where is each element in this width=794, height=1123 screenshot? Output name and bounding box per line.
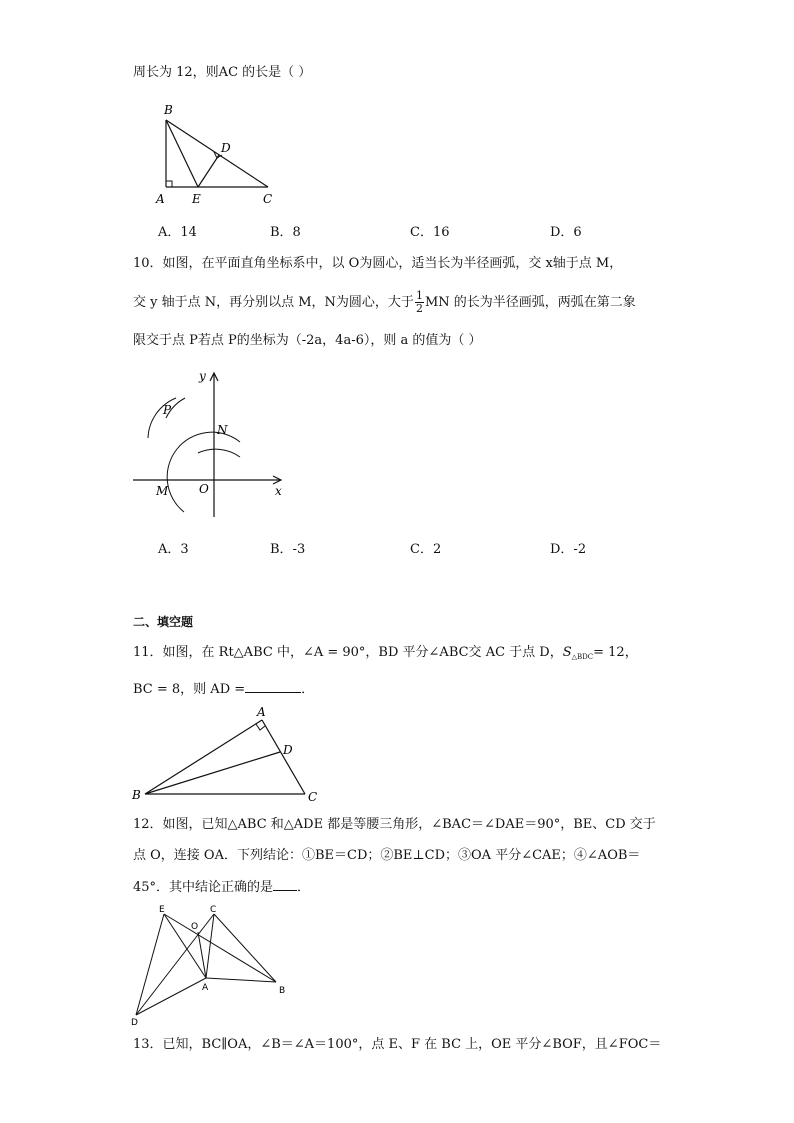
q9-label-a: A (156, 192, 165, 206)
q10-line-2: 交 y 轴于点 N，再分别以点 M，N为圆心，大于 $\frac{1}{2}$ MN 的长为半径画弧，两弧在第二象 (133, 289, 636, 315)
q9-option-d: D．6 (550, 225, 582, 240)
q13-line-1: 13．已知，BC∥OA，∠B＝∠A＝100°，点 E、F 在 BC 上，OE 平分∠BOF，且∠FOC＝ (133, 1037, 662, 1052)
q12-label-d: D (131, 1018, 138, 1028)
q11-area-symbol: $S_{\triangle BDC}$ (562, 645, 594, 661)
q12-line-3: 45°．其中结论正确的是 ． (133, 880, 311, 895)
q10-line-3: 限交于点 P若点 P的坐标为（-2a，4a-6），则 a 的值为（ ） (133, 333, 482, 348)
q10-label-n: N (217, 423, 228, 437)
q9-stem-tail: 周长为 12，则AC 的长是（ ） (133, 65, 312, 80)
q9-figure (150, 96, 290, 208)
q10-label-x: x (275, 484, 282, 498)
q12-figure (128, 902, 298, 1030)
q11-answer-blank (245, 680, 301, 693)
q12-label-a: A (202, 983, 209, 993)
q12-label-e: E (159, 905, 165, 915)
q11-label-a: A (257, 705, 266, 719)
q10-label-p: P (163, 403, 172, 417)
q10-label-o: O (199, 482, 209, 496)
q9-option-b: B．8 (270, 225, 301, 240)
q11-line-1: 11．如图，在 Rt△ABC 中，∠A = 90°，BD 平分∠ABC交 AC 于点 D，$S_{\triangle BDC}= 12$， (133, 645, 638, 661)
q12-label-o: O (191, 922, 199, 932)
q10-option-d: D．-2 (550, 542, 587, 557)
q9-label-c: C (263, 192, 273, 206)
q9-label-d: D (221, 141, 231, 155)
q12-label-c: C (210, 905, 217, 915)
q10-fraction: $\frac{1}{2}$ (415, 289, 423, 315)
q10-option-a: A．3 (158, 542, 189, 557)
q11-label-b: B (132, 788, 141, 802)
q10-line-1: 10．如图，在平面直角坐标系中，以 O为圆心，适当长为半径画弧，交 x轴于点 M， (133, 256, 623, 271)
q11-line-2: BC = 8，则 AD = ． (133, 682, 315, 697)
q12-line-2: 点 O，连接 OA．下列结论：①BE＝CD；②BE⊥CD；③OA 平分∠CAE；④∠AOB＝ (133, 848, 641, 863)
q10-label-m: M (156, 484, 169, 498)
q10-label-y: y (199, 369, 206, 383)
section-heading-fill-in: 二、填空题 (133, 615, 194, 629)
q12-answer-blank (273, 878, 297, 891)
q9-label-b: B (164, 103, 173, 117)
q9-option-a: A．14 (158, 225, 197, 240)
q12-label-b: B (279, 986, 286, 996)
q11-label-c: C (308, 790, 318, 804)
q10-figure (128, 362, 298, 527)
q12-line-1: 12．如图，已知△ABC 和△ADE 都是等腰三角形，∠BAC＝∠DAE＝90°，BE、CD 交于 (133, 817, 656, 832)
q11-label-d: D (283, 743, 293, 757)
q9-option-c: C．16 (410, 225, 450, 240)
q11-figure (128, 702, 328, 807)
q9-label-e: E (192, 192, 201, 206)
q10-option-b: B．-3 (270, 542, 306, 557)
q10-option-c: C．2 (410, 542, 442, 557)
